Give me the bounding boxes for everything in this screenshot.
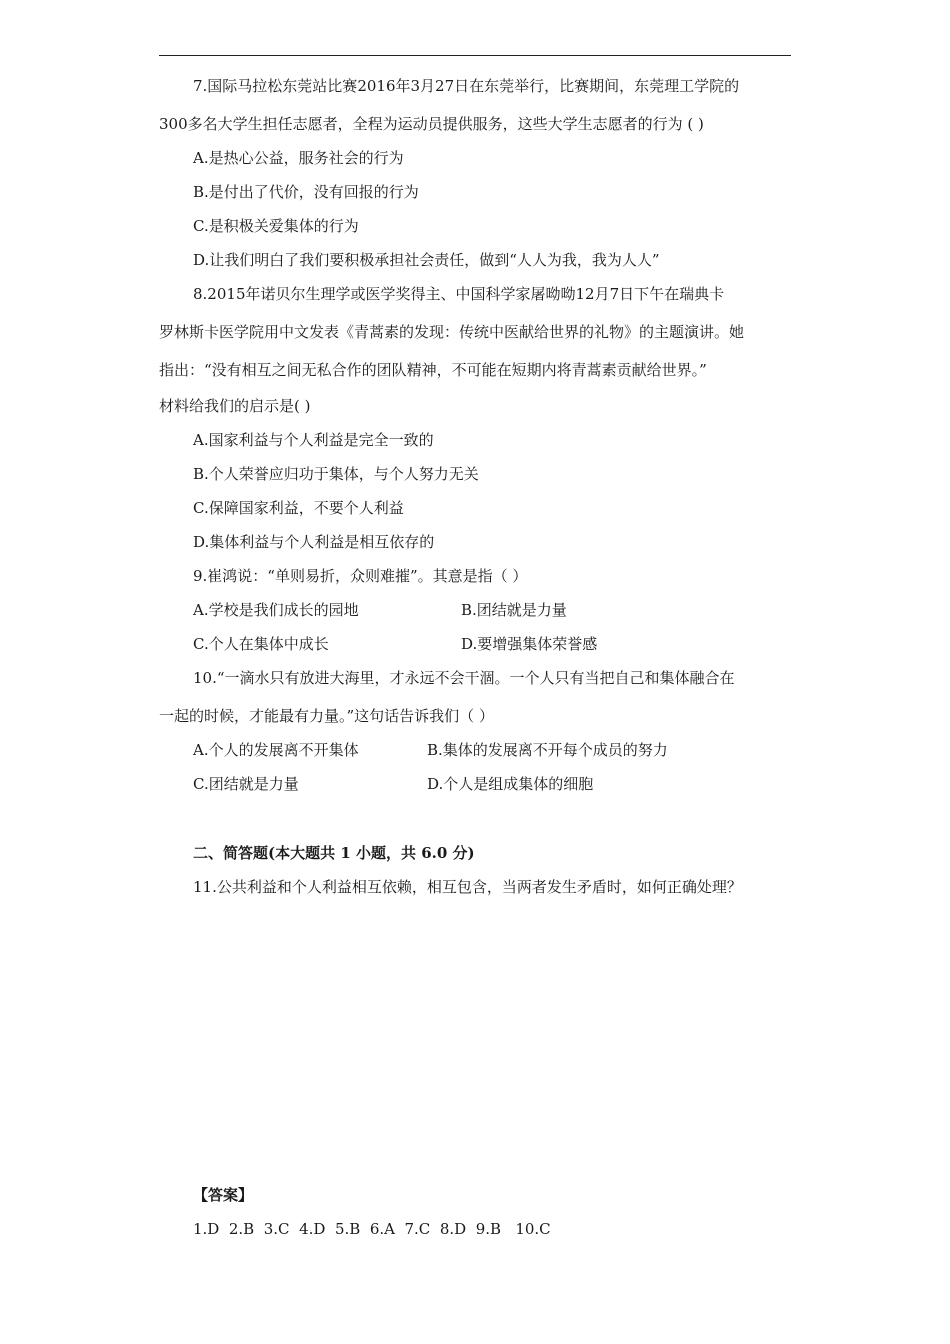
q11-stem: 11.公共利益和个人利益相互依赖，相互包含，当两者发生矛盾时，如何正确处理？ [193,878,742,896]
q8-stem-line1: 8.2015年诺贝尔生理学或医学奖得主、中国科学家屠呦呦12月7日下午在瑞典卡 [193,285,725,303]
q9-option-b: B.团结就是力量 [461,601,567,619]
q10-option-c: C.团结就是力量 [193,775,299,793]
q8-option-c: C.保障国家利益，不要个人利益 [193,499,404,517]
q10-stem-line1: 10.“一滴水只有放进大海里，才永远不会干涸。一个人只有当把自己和集体融合在 [193,669,735,687]
answers-title: 【答案】 [193,1186,254,1204]
header-rule [159,55,791,56]
q7-option-b: B.是付出了代价，没有回报的行为 [193,183,419,201]
q9-option-d: D.要增强集体荣誉感 [461,635,598,653]
q8-stem-line4: 材料给我们的启示是( ) [159,397,311,415]
q8-stem-line3: 指出：“没有相互之间无私合作的团队精神，不可能在短期内将青蒿素贡献给世界。” [159,361,707,379]
q9-option-c: C.个人在集体中成长 [193,635,329,653]
q7-stem-line2: 300多名大学生担任志愿者，全程为运动员提供服务，这些大学生志愿者的行为 ( ) [159,115,704,133]
q8-option-a: A.国家利益与个人利益是完全一致的 [193,431,434,449]
q10-stem-line2: 一起的时候，才能最有力量。”这句话告诉我们（ ） [159,707,494,725]
q9-stem: 9.崔鸿说：“单则易折，众则难摧”。其意是指（ ） [193,567,528,585]
q8-option-b: B.个人荣誉应归功于集体，与个人努力无关 [193,465,479,483]
q10-option-a: A.个人的发展离不开集体 [193,741,359,759]
q10-option-b: B.集体的发展离不开每个成员的努力 [427,741,668,759]
q7-stem-line1: 7.国际马拉松东莞站比赛2016年3月27日在东莞举行，比赛期间，东莞理工学院的 [193,77,740,95]
q9-option-a: A.学校是我们成长的园地 [193,601,359,619]
answers-line: 1.D 2.B 3.C 4.D 5.B 6.A 7.C 8.D 9.B 10.C [193,1220,551,1238]
q8-option-d: D.集体利益与个人利益是相互依存的 [193,533,435,551]
q8-stem-line2: 罗林斯卡医学院用中文发表《青蒿素的发现：传统中医献给世界的礼物》的主题演讲。她 [159,323,745,341]
q10-option-d: D.个人是组成集体的细胞 [427,775,594,793]
q7-option-d: D.让我们明白了我们要积极承担社会责任，做到“人人为我，我为人人” [193,251,660,269]
q7-option-a: A.是热心公益，服务社会的行为 [193,149,404,167]
section-title: 二、简答题(本大题共 1 小题，共 6.0 分) [193,844,475,862]
q7-option-c: C.是积极关爱集体的行为 [193,217,359,235]
